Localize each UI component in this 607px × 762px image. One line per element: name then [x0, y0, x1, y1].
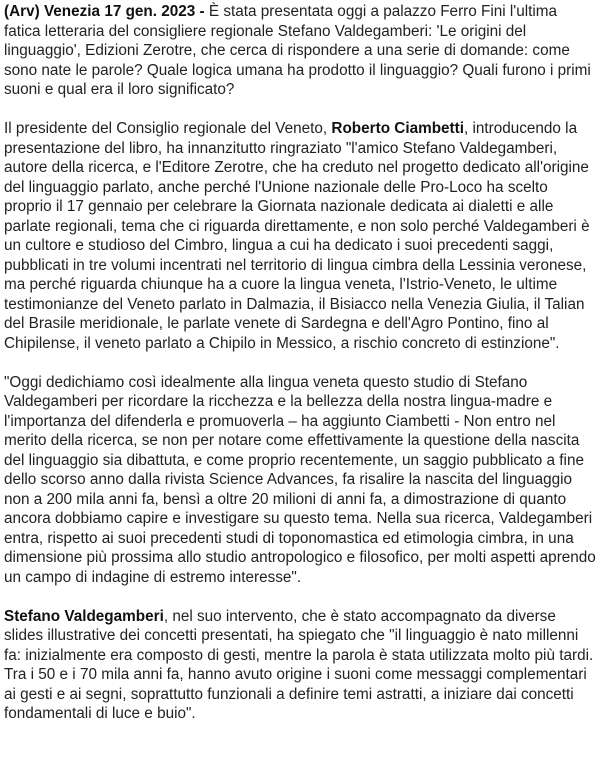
speaker-name-ciambetti: Roberto Ciambetti	[331, 120, 464, 137]
paragraph-intro-text: È stata presentata oggi a palazzo Ferro Fini l'ultima fatica letteraria del consigliere regionale Stefano Valdegamberi: 'Le origini del linguaggio', Edizioni Zerotre, che cerca di rispondere a una serie di domande: come sono nate le parole? Quale logica umana ha prodotto il linguaggio? Quali furono i primi suoni e qual era il loro significato?	[4, 3, 591, 98]
paragraph-valdegamberi	[4, 607, 597, 724]
paragraph-ciambetti-quote	[4, 373, 597, 588]
dateline: (Arv) Venezia 17 gen. 2023 -	[4, 3, 205, 20]
paragraph-ciambetti-intro-text: , introducendo la presentazione del libro, ha innanzitutto ringraziato "l'amico Stefano Valdegamberi, autore della ricerca, e l'Editore Zerotre, che ha creduto nel progetto dedicato all'origine del linguaggio parlato, anche perché l'Unione nazionale delle Pro-Loco ha scelto proprio il 17 gennaio per celebrare la Giornata nazionale dedicata ai dialetti e alle parlate regionali, tema che ci riguarda direttamente, e non solo perché Valdegamberi è un cultore e studioso del Cimbro, lingua a cui ha dedicato i suoi precedenti saggi, pubblicati in tre volumi incentrati nel territorio di lingua cimbra della Lessinia veronese, ma perché riguarda chiunque ha a cuore la lingua veneta, l'Istrio-Veneto, le ultime testimonianze del Veneto parlato in Dalmazia, il Bisiacco nella Venezia Giulia, il Talian del Brasile meridionale, le parlate venete di Sardegna e dell'Agro Pontino, fino al Chipilense, il veneto parlato a Chipilo in Messico, a rischio concreto di estinzione".	[4, 120, 590, 352]
paragraph-ciambetti-quote-text: "Oggi dedichiamo così idealmente alla lingua veneta questo studio di Stefano Valdegamberi per ricordare la ricchezza e la bellezza della nostra lingua-madre e l'importanza del difenderla e promuoverla – ha aggiunto Ciambetti - Non entro nel merito della ricerca, se non per notare come effettivamente la questione della nascita del linguaggio sia dibattuta, e come proprio recentemente, un saggio pubblicato a fine dello scorso anno dalla rivista Science Advances, fa risalire la nascita del linguaggio non a 200 mila anni fa, bensì a oltre 20 milioni di anni fa, a dimostrazione di quanto ancora dobbiamo capire e investigare su questo tema. Nella sua ricerca, Valdegamberi entra, rispetto ai suoi precedenti studi di toponomastica ed etimologia cimbra, in una dimensione più prossima allo studio antropologico e filosofico, per molti aspetti aprendo un campo di indagine di estremo interesse".	[4, 373, 596, 586]
paragraph-valdegamberi-text: , nel suo intervento, che è stato accompagnato da diverse slides illustrative dei concetti presentati, ha spiegato che "il linguaggio è nato millenni fa: inizialmente era composto di gesti, mentre la parola è stata utilizzata molto più tardi. Tra i 50 e i 70 mila anni fa, hanno avuto origine i suoni come messaggi complementari ai gesti e ai segni, soprattutto funzionali a definire temi astratti, a iniziare dai concetti fondamentali di luce e buio".	[4, 607, 594, 722]
paragraph-ciambetti-intro-lead: Il presidente del Consiglio regionale del Veneto,	[4, 120, 332, 137]
speaker-name-valdegamberi: Stefano Valdegamberi	[4, 607, 164, 625]
paragraph-ciambetti-intro	[4, 119, 597, 353]
paragraph-intro	[4, 2, 597, 100]
